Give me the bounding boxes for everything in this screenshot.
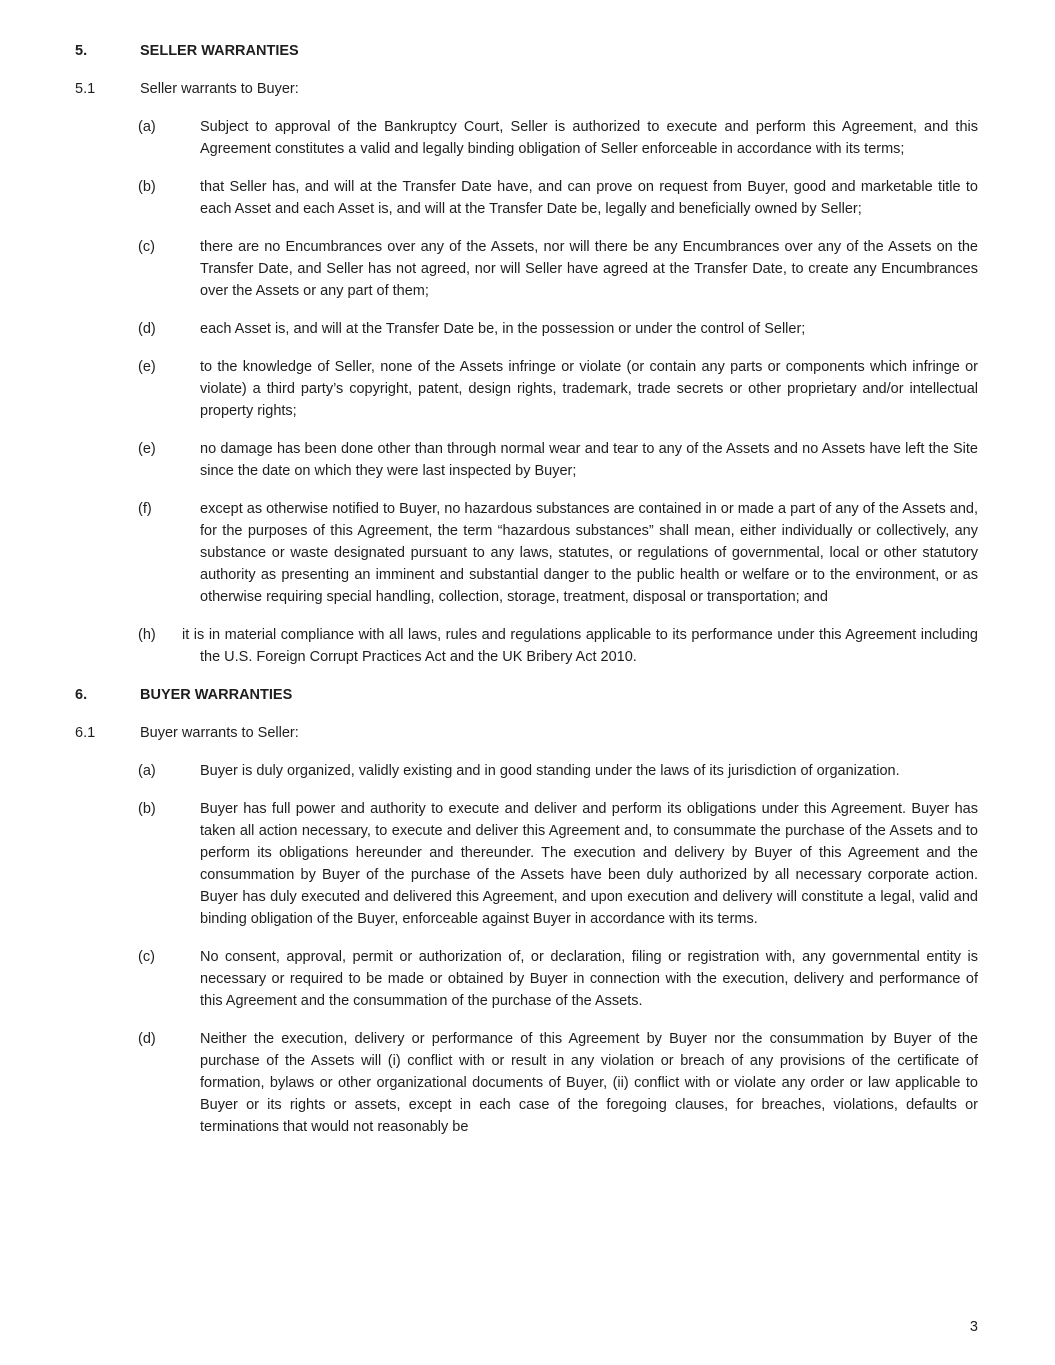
clause-text: Neither the execution, delivery or performance of this Agreement by Buyer nor the consummation by Buyer of the purchase of the Assets will (i) conflict with or result in any violation or breach of any provisions of the certificate of formation, bylaws or other organizational documents of Buyer, (ii) conflict with or violate any order or law applicable to Buyer or its rights or assets, except in each case of the foregoing clauses, for breaches, violations, defaults or terminations that would not reasonably be bbox=[200, 1031, 978, 1135]
clause-letter: (a) bbox=[138, 119, 156, 135]
clause-text: no damage has been done other than through normal wear and tear to any of the Assets and no Assets have left the Site since the date on which they were last inspected by Buyer; bbox=[200, 441, 978, 479]
clause-text: that Seller has, and will at the Transfer Date have, and can prove on request from Buyer, good and marketable title to each Asset and each Asset is, and will at the Transfer Date be, legally and beneficially owned by Seller; bbox=[200, 179, 978, 217]
clause-letter: (c) bbox=[138, 949, 155, 965]
clause-letter: (f) bbox=[138, 501, 152, 517]
clause-text: to the knowledge of Seller, none of the Assets infringe or violate (or contain any parts or components which infringe or violate) a third party’s copyright, patent, design rights, trademark, trade secrets or other proprietary and/or intellectual property rights; bbox=[200, 359, 978, 419]
section-number: 6. bbox=[75, 687, 88, 703]
section-heading: BUYER WARRANTIES bbox=[140, 687, 293, 703]
clause-5d bbox=[138, 318, 978, 340]
clause-text: there are no Encumbrances over any of the Assets, nor will there be any Encumbrances over any of the Assets on the Transfer Date, and Seller has not agreed, nor will Seller have agreed at the Transfer Date, to create any Encumbrances over the Assets or any part of them; bbox=[200, 239, 978, 299]
clause-letter: (d) bbox=[138, 321, 156, 337]
clause-5c bbox=[138, 236, 978, 302]
clause-text: each Asset is, and will at the Transfer Date be, in the possession or under the control of Seller; bbox=[200, 321, 806, 337]
clause-letter: (a) bbox=[138, 763, 156, 779]
subsection-5-1-row bbox=[75, 78, 978, 100]
clause-letter: (b) bbox=[138, 179, 156, 195]
clause-text: Subject to approval of the Bankruptcy Court, Seller is authorized to execute and perform this Agreement, and this Agreement constitutes a valid and legally binding obligation of Seller enforceable in accordance with its terms; bbox=[200, 119, 978, 157]
subsection-6-1-row bbox=[75, 722, 978, 744]
section-6-heading-row bbox=[75, 684, 978, 706]
page-number: 3 bbox=[969, 1319, 978, 1335]
clause-6b bbox=[138, 798, 978, 930]
section-heading: SELLER WARRANTIES bbox=[140, 43, 299, 59]
clause-letter: (e) bbox=[138, 359, 156, 375]
subsection-text: Seller warrants to Buyer: bbox=[140, 81, 299, 97]
clause-letter: (c) bbox=[138, 239, 155, 255]
clause-6a bbox=[138, 760, 978, 782]
subsection-number: 5.1 bbox=[75, 81, 96, 97]
section-number: 5. bbox=[75, 43, 88, 59]
clause-text: Buyer is duly organized, validly existing and in good standing under the laws of its jurisdiction of organization. bbox=[200, 763, 900, 779]
clause-text: No consent, approval, permit or authorization of, or declaration, filing or registration with, any governmental entity is necessary or required to be made or obtained by Buyer in connection with the execution, delivery and performance of this Agreement and the consummation of the purchase of the Assets. bbox=[200, 949, 978, 1009]
clause-5a bbox=[138, 116, 978, 160]
subsection-text: Buyer warrants to Seller: bbox=[140, 725, 299, 741]
clause-letter: (b) bbox=[138, 801, 156, 817]
clause-6c bbox=[138, 946, 978, 1012]
clause-5e-first bbox=[138, 356, 978, 422]
clause-6d bbox=[138, 1028, 978, 1138]
clause-text: it is in material compliance with all laws, rules and regulations applicable to its performance under this Agreement including the U.S. Foreign Corrupt Practices Act and the UK Bribery Act 2010. bbox=[182, 627, 978, 665]
clause-letter: (d) bbox=[138, 1031, 156, 1047]
clause-text: Buyer has full power and authority to execute and deliver and perform its obligations under this Agreement. Buyer has taken all action necessary, to execute and deliver this Agreement and, to consummate the purchase of the Assets and to perform its obligations hereunder and thereunder. The execution and delivery by Buyer of this Agreement and the consummation by Buyer of the purchase of the Assets have been duly authorized by all necessary corporate action. Buyer has duly executed and delivered this Agreement, and upon execution and delivery will constitute a legal, valid and binding obligation of the Buyer, enforceable against Buyer in accordance with its terms. bbox=[200, 801, 978, 927]
clause-5f bbox=[138, 498, 978, 608]
clause-text: except as otherwise notified to Buyer, no hazardous substances are contained in or made a part of any of the Assets and, for the purposes of this Agreement, the term “hazardous substances” shall mean, either individually or collectively, any substance or waste designated pursuant to any laws, statutes, or regulations of governmental, local or other statutory authority as presenting an imminent and substantial danger to the public health or welfare or to the environment, or as otherwise requiring special handling, collection, storage, treatment, disposal or transportation; and bbox=[200, 501, 978, 605]
clause-5b bbox=[138, 176, 978, 220]
clause-5e-second bbox=[138, 438, 978, 482]
clause-letter: (e) bbox=[138, 441, 156, 457]
section-5-heading-row bbox=[75, 40, 978, 62]
clause-letter: (h) bbox=[138, 627, 156, 643]
subsection-number: 6.1 bbox=[75, 725, 96, 741]
clause-5h bbox=[138, 624, 978, 668]
